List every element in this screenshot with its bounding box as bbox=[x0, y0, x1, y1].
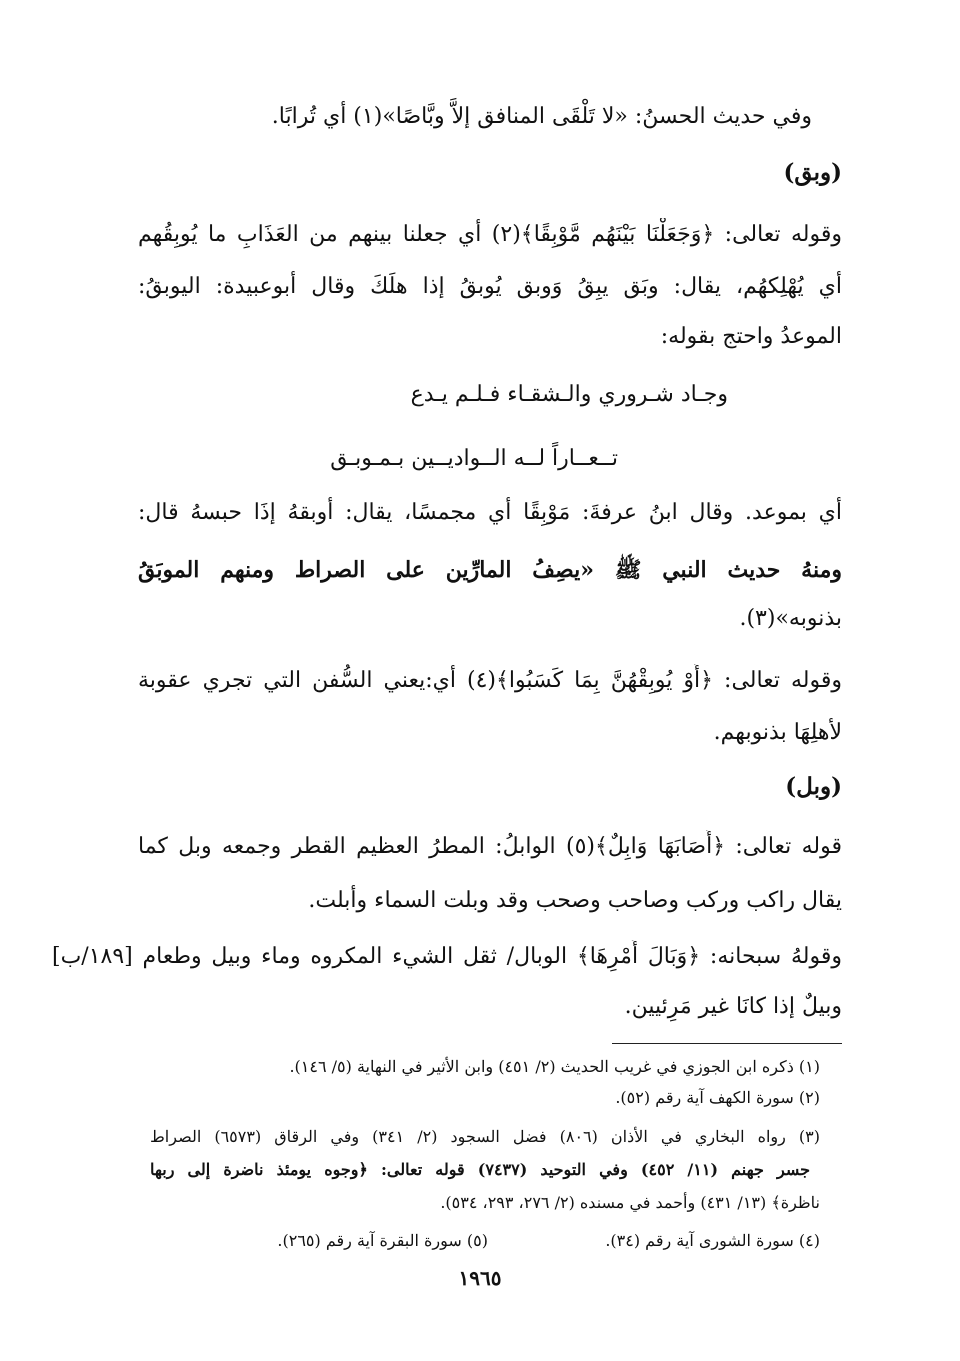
footnote-4: (٤) سورة الشورى آية رقم (٣٤). bbox=[605, 1231, 820, 1250]
body-line-13: وبيلٌ إذا كانَا غير مَرِئيين. bbox=[624, 994, 842, 1019]
footnote-5: (٥) سورة البقرة آية رقم (٢٦٥). bbox=[277, 1231, 488, 1250]
body-line-8: وقوله تعالى: ﴿أَوْ يُوبِقْهُنَّ بِمَا كَسَبُوا﴾(٤) أي:يعني السُّفن التي تجري عقوبة bbox=[138, 668, 842, 693]
footnote-2: (٢) سورة الكهف آية رقم (٥٢). bbox=[615, 1088, 820, 1107]
body-line-1: وفي حديث الحسنُ: «لا تَلْقَى المنافق إلاَّ وبَّاصًا»(١) أي تُرابًا. bbox=[271, 104, 812, 129]
entry-heading-wbl: (وبل) bbox=[785, 773, 842, 800]
poem-verse-2: تــعــاراً لــه الــواديــين بـمـوبـق bbox=[330, 446, 618, 471]
footnote-3-line-1: (٣) رواه البخاري في الأذان (٨٠٦) فضل السجود (٢/ ٣٤١) وفي الرقاق (٦٥٧٣) الصراط bbox=[150, 1127, 820, 1146]
body-line-2: وقوله تعالى: ﴿وَجَعَلْنَا بَيْنَهُم مَّوْبِقًا﴾(٢) أي جعلنا بينهم من العَذَابِ ما يُوبِقُهم bbox=[138, 222, 842, 247]
footnote-1: (١) ذكره ابن الجوزي في غريب الحديث (٢/ ٤٥١) وابن الأثير في النهاية (٥/ ١٤٦). bbox=[289, 1057, 820, 1076]
body-line-12: وقولهُ سبحانه: ﴿وَبَالَ أَمْرِهَا﴾ الوبال/ ثقل الشيء المكروه وماء وبيل وطعام [١٨٩/ب] bbox=[52, 944, 842, 969]
footnote-3-line-3: ناظرة﴾ (١٣/ ٤٣١) وأحمد في مسنده (٢/ ٢٧٦، ٢٩٣، ٥٣٤). bbox=[440, 1193, 820, 1212]
entry-heading-wbq: (وبق) bbox=[783, 159, 842, 186]
body-line-9: لأهلِهَا بذنوبهم. bbox=[713, 720, 842, 745]
body-line-11: يقال راكب وركب وصاحب وصحب وقد وبلت السماء وأبلت. bbox=[308, 888, 842, 913]
body-line-6: ومنهُ حديث النبي ﷺ «يصِفُ المارِّين على الصراط ومنهم الموبَقُ bbox=[138, 557, 842, 583]
footnote-separator bbox=[612, 1043, 842, 1044]
body-line-5: أي بموعد. وقال ابنُ عرفةَ: مَوْبِقًا أي مجمسًا، يقال: أوبقهُ إذَا حبسهُ قال: bbox=[138, 500, 842, 525]
poem-verse-1: وجـاد شـروري والـشقـاء فـلـم يـدع bbox=[410, 382, 728, 407]
body-line-3: أي يُهْلِكهُم، يقال: وبَق يبِقُ وَوبق يُوبقُ إذا هلَكَ وقال أبوعبيدة: اليوبقُ: bbox=[138, 274, 842, 299]
body-line-7: بذنوبه»(٣). bbox=[739, 606, 842, 631]
body-line-4: الموعدُ واحتج بقوله: bbox=[660, 324, 842, 349]
body-line-10: قوله تعالى: ﴿أَصَابَهَا وَابِلٌ﴾(٥) الوابلُ: المطرُ العظيم القطر وجمعه وبل كما bbox=[138, 834, 842, 859]
footnote-3-line-2: جسر جهنم (١١/ ٤٥٢) وفي التوحيد (٧٤٣٧) قوله تعالى: ﴿وجوه يومئذ ناضرة إلى ربها bbox=[150, 1160, 810, 1179]
page-number: ١٩٦٥ bbox=[458, 1266, 502, 1290]
